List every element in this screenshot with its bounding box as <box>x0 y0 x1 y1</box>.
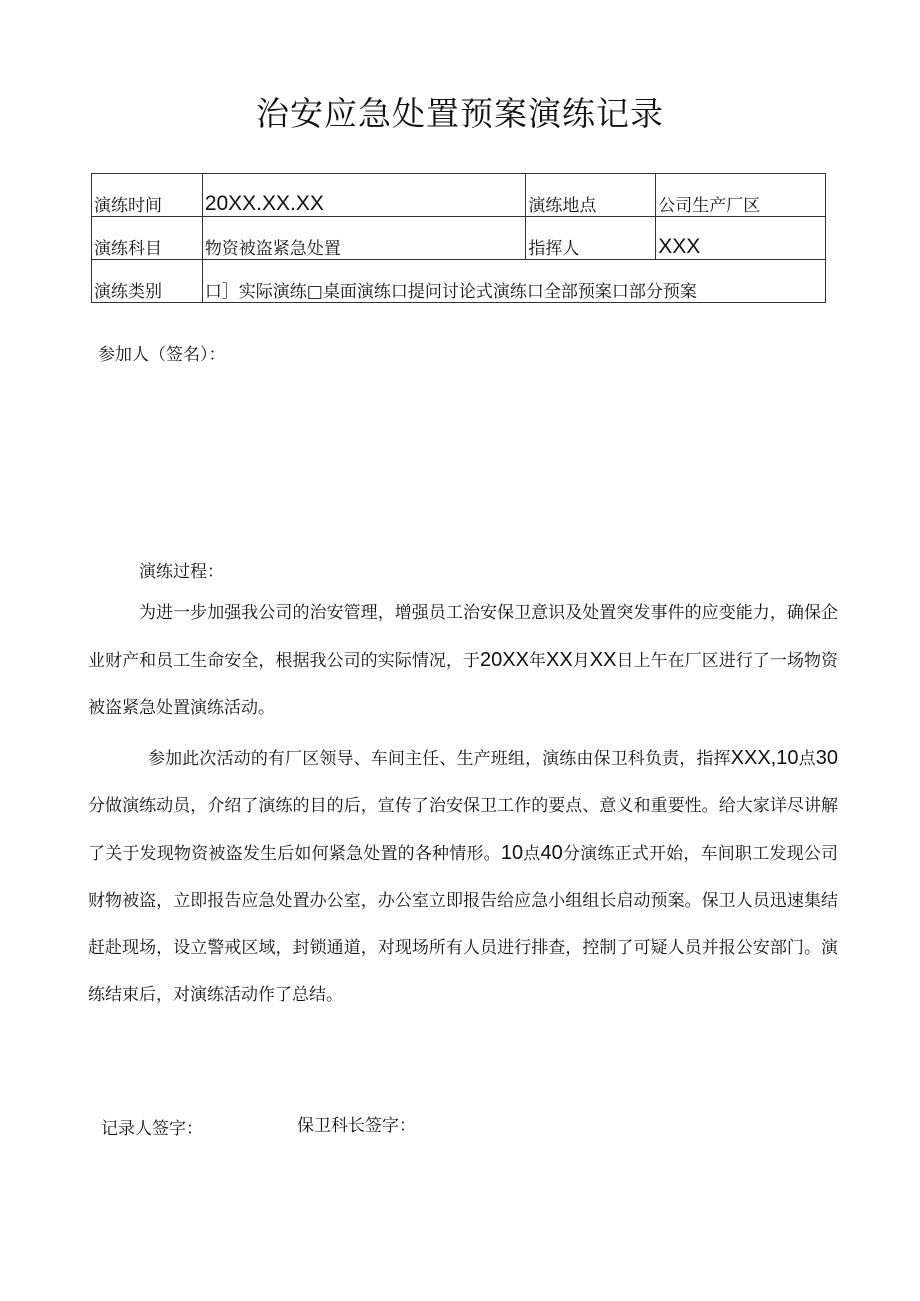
paragraph-text: 点 <box>798 749 816 769</box>
drill-year: 20XX <box>479 649 529 671</box>
paragraph-text: 月 <box>572 651 590 671</box>
subject-label: 演练科目 <box>92 217 203 260</box>
commander-label: 指挥人 <box>526 217 656 260</box>
time-number: 40 <box>540 842 563 864</box>
time-value: 20XX.XX.XX <box>202 174 526 217</box>
time-number: 10 <box>500 842 524 864</box>
table-row <box>92 174 826 217</box>
paragraph-text: 分演练正式开始，车间职工发现公司财物被盗，立即报告应急处置办公室，办公室立即报告给应急小组组长启动预案。保卫人员迅速集结赶赴现场，设立警戒区域，封锁通道，对现场所有人员进行排查，控制了可疑人员并报公安部门。演练结束后，对演练活动作了总结。 <box>88 844 839 1005</box>
subject-value: 物资被盗紧急处置 <box>202 217 526 260</box>
paragraph-text: 点 <box>523 844 541 864</box>
location-value: 公司生产厂区 <box>656 174 826 217</box>
category-label: 演练类别 <box>92 260 203 303</box>
paragraph-text: 为进一步加强我公司的治安管理，增强员工治安保卫意识及处置突发事件的应变能力，确保企业财产和员工生命安全，根据我公司的实际情况，于 <box>88 603 838 671</box>
time-label: 演练时间 <box>92 174 203 217</box>
category-options: 口］实际演练□桌面演练口提问讨论式演练口全部预案口部分预案 <box>202 260 825 303</box>
commander-value: XXX <box>656 217 826 260</box>
table-row <box>92 260 826 303</box>
process-heading: 演练过程： <box>139 562 224 582</box>
drill-month: XX <box>546 649 573 671</box>
participants-label: 参加人（签名）： <box>98 345 226 365</box>
table-row <box>92 217 826 260</box>
commander-and-hour: XXX,10 <box>730 747 799 769</box>
recorder-signature-label: 记录人签字： <box>101 1119 203 1139</box>
drill-day: XX <box>589 649 617 671</box>
time-number: 30 <box>815 747 839 769</box>
process-paragraph-2 <box>88 735 838 1019</box>
paragraph-text: 日上午在厂区进行了一场物资被盗紧急处置演练活动。 <box>88 651 839 718</box>
drill-info-table <box>91 173 826 303</box>
security-chief-signature-label: 保卫科长签字： <box>297 1116 416 1136</box>
process-paragraph-1 <box>88 590 838 732</box>
page-title: 治安应急处置预案演练记录 <box>256 94 664 133</box>
paragraph-text: 参加此次活动的有厂区领导、车间主任、生产班组，演练由保卫科负责，指挥 <box>148 749 731 769</box>
location-label: 演练地点 <box>526 174 656 217</box>
paragraph-text: 年 <box>528 651 547 671</box>
paragraph-text: 分做演练动员，介绍了演练的目的后，宣传了治安保卫工作的要点、意义和重要性。给大家详尽讲解了关于发现物资被盗发生后如何紧急处置的各种情形。 <box>88 796 838 864</box>
